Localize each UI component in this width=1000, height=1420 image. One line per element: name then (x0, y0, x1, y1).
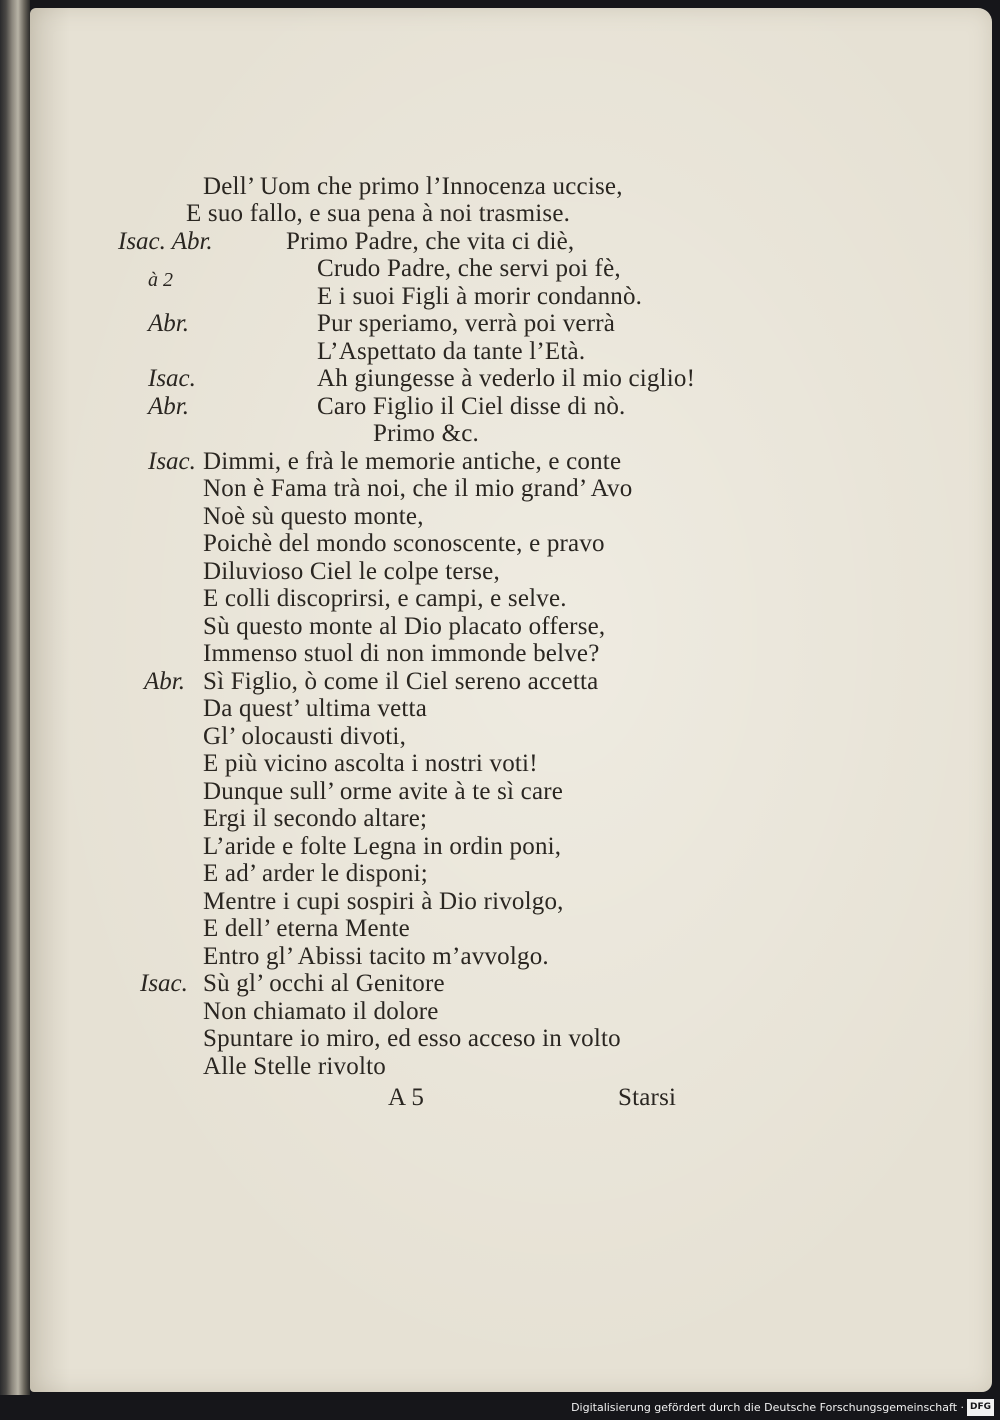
speaker-label: Abr. (148, 310, 189, 337)
book-page (30, 8, 992, 1392)
verse-line: Crudo Padre, che servi poi fè, (317, 255, 621, 282)
verse-line: Dell’ Uom che primo l’Innocenza uccise, (203, 173, 623, 200)
speaker-label: Isac. (148, 448, 196, 475)
verse-line: Ah giungesse à vederlo il mio ciglio! (317, 365, 696, 392)
verse-line: E colli discoprirsi, e campi, e selve. (203, 585, 567, 612)
speaker-label: à 2 (148, 269, 173, 291)
verse-line: E dell’ eterna Mente (203, 915, 410, 942)
verse-line: Noè sù questo monte, (203, 503, 424, 530)
verse-line: Ergi il secondo altare; (203, 805, 428, 832)
verse-line: Caro Figlio il Ciel disse di nò. (317, 393, 626, 420)
verse-line: E i suoi Figli à morir condannò. (317, 283, 643, 310)
verse-line: Alle Stelle rivolto (203, 1053, 386, 1080)
verse-line: Sù gl’ occhi al Genitore (203, 970, 445, 997)
dfg-logo: DFG (967, 1399, 994, 1416)
verse-line: Primo Padre, che vita ci diè, (286, 228, 575, 255)
verse-line: Sì Figlio, ò come il Ciel sereno accetta (203, 668, 599, 695)
verse-line: Sù questo monte al Dio placato offerse, (203, 613, 606, 640)
verse-line: Da quest’ ultima vetta (203, 695, 428, 722)
verse-line: E suo fallo, e sua pena à noi trasmise. (186, 200, 571, 227)
verse-line: Dunque sull’ orme avite à te sì care (203, 778, 564, 805)
verse-line: Entro gl’ Abissi tacito m’avvolgo. (203, 943, 549, 970)
funding-credit: Digitalisierung gefördert durch die Deutsche Forschungsgemeinschaft · (571, 1401, 964, 1414)
verse-line: Immenso stuol di non immonde belve? (203, 640, 600, 667)
verse-line: Dimmi, e frà le memorie antiche, e conte (203, 448, 622, 475)
catchword: Starsi (618, 1084, 677, 1111)
verse-line: Poichè del mondo sconoscente, e pravo (203, 530, 605, 557)
verse-line: Gl’ olocausti divoti, (203, 723, 407, 750)
speaker-label: Isac. (140, 970, 188, 997)
speaker-label: Isac. Abr. (118, 228, 213, 255)
speaker-label: Isac. (148, 365, 196, 392)
book-binding (0, 0, 30, 1395)
signature-mark: A 5 (388, 1084, 425, 1111)
speaker-label: Abr. (148, 393, 189, 420)
verse-line: Non chiamato il dolore (203, 998, 439, 1025)
speaker-label: Abr. (144, 668, 185, 695)
verse-line: Pur speriamo, verrà poi verrà (317, 310, 616, 337)
verse-line: Non è Fama trà noi, che il mio grand’ Avo (203, 475, 633, 502)
verse-line: E più vicino ascolta i nostri voti! (203, 750, 538, 777)
verse-line: Primo &c. (373, 420, 479, 447)
verse-line: Mentre i cupi sospiri à Dio rivolgo, (203, 888, 564, 915)
verse-line: L’Aspettato da tante l’Età. (317, 338, 586, 365)
verse-line: Spuntare io miro, ed esso acceso in volto (203, 1025, 621, 1052)
verse-line: L’aride e folte Legna in ordin poni, (203, 833, 562, 860)
verse-line: E ad’ arder le disponi; (203, 860, 428, 887)
verse-line: Diluvioso Ciel le colpe terse, (203, 558, 500, 585)
